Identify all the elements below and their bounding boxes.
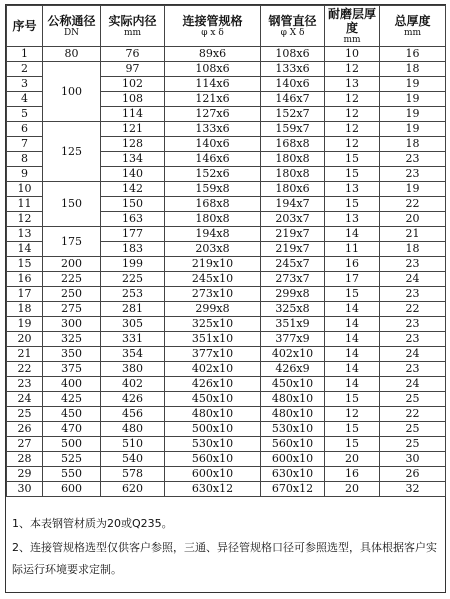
cell-inner-diameter: 134 (101, 152, 165, 167)
table-row (7, 422, 446, 437)
cell-inner-diameter: 253 (101, 287, 165, 302)
cell-connector-spec: 219x10 (165, 257, 261, 272)
cell-index: 21 (7, 347, 43, 362)
cell-connector-spec: 140x6 (165, 137, 261, 152)
column-header (43, 6, 101, 47)
cell-inner-diameter: 380 (101, 362, 165, 377)
cell-wear-layer-thickness: 17 (325, 272, 380, 287)
cell-index: 22 (7, 362, 43, 377)
cell-total-thickness: 23 (380, 287, 446, 302)
cell-inner-diameter: 97 (101, 62, 165, 77)
table-row (7, 467, 446, 482)
cell-steel-pipe-diameter: 450x10 (261, 377, 325, 392)
cell-index: 15 (7, 257, 43, 272)
cell-wear-layer-thickness: 20 (325, 452, 380, 467)
cell-index: 6 (7, 122, 43, 137)
note-selection: 2、连接管规格选型仅供客户参照，三通、异径管规格口径可参照选型，具体根据客户实际运行环境要求定制。 (12, 541, 437, 576)
cell-index: 5 (7, 107, 43, 122)
cell-inner-diameter: 402 (101, 377, 165, 392)
cell-connector-spec: 450x10 (165, 392, 261, 407)
cell-wear-layer-thickness: 12 (325, 107, 380, 122)
cell-total-thickness: 25 (380, 422, 446, 437)
cell-inner-diameter: 121 (101, 122, 165, 137)
table-row (7, 227, 446, 242)
cell-inner-diameter: 150 (101, 197, 165, 212)
cell-connector-spec: 377x10 (165, 347, 261, 362)
cell-inner-diameter: 305 (101, 317, 165, 332)
cell-steel-pipe-diameter: 133x6 (261, 62, 325, 77)
cell-total-thickness: 24 (380, 272, 446, 287)
cell-nominal-diameter: 80 (43, 47, 101, 62)
cell-connector-spec: 203x8 (165, 242, 261, 257)
cell-index: 13 (7, 227, 43, 242)
table-row (7, 362, 446, 377)
cell-index: 7 (7, 137, 43, 152)
cell-inner-diameter: 163 (101, 212, 165, 227)
column-header-label: 钢管直径 (268, 13, 317, 28)
table-row (7, 437, 446, 452)
column-header-unit: mm (343, 34, 361, 45)
cell-index: 16 (7, 272, 43, 287)
cell-steel-pipe-diameter: 245x7 (261, 257, 325, 272)
cell-nominal-diameter: 325 (43, 332, 101, 347)
cell-index: 17 (7, 287, 43, 302)
cell-steel-pipe-diameter: 299x8 (261, 287, 325, 302)
cell-connector-spec: 180x8 (165, 212, 261, 227)
cell-total-thickness: 18 (380, 242, 446, 257)
cell-inner-diameter: 510 (101, 437, 165, 452)
cell-index: 19 (7, 317, 43, 332)
cell-total-thickness: 22 (380, 407, 446, 422)
cell-steel-pipe-diameter: 168x8 (261, 137, 325, 152)
cell-wear-layer-thickness: 12 (325, 137, 380, 152)
column-header-label: 连接管规格 (182, 13, 243, 28)
cell-inner-diameter: 128 (101, 137, 165, 152)
cell-index: 23 (7, 377, 43, 392)
cell-inner-diameter: 331 (101, 332, 165, 347)
table-row (7, 392, 446, 407)
cell-index: 20 (7, 332, 43, 347)
cell-steel-pipe-diameter: 180x8 (261, 167, 325, 182)
column-header-label: 实际内径 (108, 13, 157, 28)
cell-total-thickness: 23 (380, 332, 446, 347)
cell-wear-layer-thickness: 12 (325, 62, 380, 77)
cell-inner-diameter: 108 (101, 92, 165, 107)
cell-wear-layer-thickness: 12 (325, 122, 380, 137)
cell-total-thickness: 32 (380, 482, 446, 497)
cell-nominal-diameter: 500 (43, 437, 101, 452)
cell-connector-spec: 273x10 (165, 287, 261, 302)
cell-total-thickness: 22 (380, 302, 446, 317)
cell-steel-pipe-diameter: 480x10 (261, 407, 325, 422)
cell-connector-spec: 630x12 (165, 482, 261, 497)
table-row (7, 122, 446, 137)
column-header (101, 6, 165, 47)
cell-wear-layer-thickness: 15 (325, 422, 380, 437)
cell-nominal-diameter: 150 (43, 182, 101, 227)
cell-connector-spec: 426x10 (165, 377, 261, 392)
cell-wear-layer-thickness: 15 (325, 152, 380, 167)
cell-steel-pipe-diameter: 600x10 (261, 452, 325, 467)
cell-wear-layer-thickness: 11 (325, 242, 380, 257)
cell-steel-pipe-diameter: 351x9 (261, 317, 325, 332)
cell-inner-diameter: 426 (101, 392, 165, 407)
cell-connector-spec: 500x10 (165, 422, 261, 437)
cell-total-thickness: 30 (380, 452, 446, 467)
cell-connector-spec: 127x6 (165, 107, 261, 122)
table-row (7, 287, 446, 302)
column-header (7, 6, 43, 47)
cell-index: 11 (7, 197, 43, 212)
cell-total-thickness: 18 (380, 62, 446, 77)
column-header-label: 总厚度 (394, 13, 431, 28)
cell-index: 9 (7, 167, 43, 182)
cell-nominal-diameter: 100 (43, 62, 101, 122)
cell-nominal-diameter: 425 (43, 392, 101, 407)
note-material: 1、本表钢管材质为20或Q235。 (12, 517, 173, 530)
cell-total-thickness: 19 (380, 182, 446, 197)
cell-wear-layer-thickness: 13 (325, 77, 380, 92)
cell-steel-pipe-diameter: 377x9 (261, 332, 325, 347)
cell-inner-diameter: 183 (101, 242, 165, 257)
cell-index: 8 (7, 152, 43, 167)
cell-inner-diameter: 540 (101, 452, 165, 467)
column-header (380, 6, 446, 47)
cell-nominal-diameter: 125 (43, 122, 101, 182)
cell-connector-spec: 108x6 (165, 62, 261, 77)
cell-index: 14 (7, 242, 43, 257)
cell-connector-spec: 325x10 (165, 317, 261, 332)
cell-nominal-diameter: 525 (43, 452, 101, 467)
cell-total-thickness: 23 (380, 167, 446, 182)
column-header-label: 公称通径 (47, 13, 96, 28)
cell-total-thickness: 21 (380, 227, 446, 242)
cell-nominal-diameter: 600 (43, 482, 101, 497)
pipe-spec-table (6, 5, 446, 497)
column-header-label: 耐磨层厚度 (327, 6, 376, 35)
cell-nominal-diameter: 550 (43, 467, 101, 482)
table-row (7, 257, 446, 272)
cell-inner-diameter: 114 (101, 107, 165, 122)
cell-inner-diameter: 102 (101, 77, 165, 92)
cell-wear-layer-thickness: 15 (325, 197, 380, 212)
cell-nominal-diameter: 225 (43, 272, 101, 287)
cell-nominal-diameter: 350 (43, 347, 101, 362)
cell-index: 2 (7, 62, 43, 77)
cell-connector-spec: 168x8 (165, 197, 261, 212)
column-header-unit: φ X δ (280, 27, 305, 38)
cell-total-thickness: 25 (380, 437, 446, 452)
column-header-unit: φ x δ (201, 27, 224, 38)
table-row (7, 347, 446, 362)
table-row (7, 317, 446, 332)
cell-steel-pipe-diameter: 146x7 (261, 92, 325, 107)
cell-nominal-diameter: 400 (43, 377, 101, 392)
cell-connector-spec: 194x8 (165, 227, 261, 242)
cell-steel-pipe-diameter: 480x10 (261, 392, 325, 407)
table-row (7, 482, 446, 497)
cell-index: 27 (7, 437, 43, 452)
cell-inner-diameter: 76 (101, 47, 165, 62)
cell-total-thickness: 25 (380, 392, 446, 407)
cell-index: 24 (7, 392, 43, 407)
cell-steel-pipe-diameter: 273x7 (261, 272, 325, 287)
cell-nominal-diameter: 175 (43, 227, 101, 257)
cell-connector-spec: 299x8 (165, 302, 261, 317)
cell-nominal-diameter: 375 (43, 362, 101, 377)
cell-connector-spec: 351x10 (165, 332, 261, 347)
cell-inner-diameter: 578 (101, 467, 165, 482)
column-header-label: 序号 (12, 19, 37, 33)
cell-inner-diameter: 620 (101, 482, 165, 497)
cell-wear-layer-thickness: 14 (325, 362, 380, 377)
cell-inner-diameter: 225 (101, 272, 165, 287)
cell-wear-layer-thickness: 14 (325, 317, 380, 332)
cell-steel-pipe-diameter: 630x10 (261, 467, 325, 482)
cell-total-thickness: 26 (380, 467, 446, 482)
cell-steel-pipe-diameter: 108x6 (261, 47, 325, 62)
cell-total-thickness: 23 (380, 257, 446, 272)
notes-section (6, 513, 445, 581)
cell-index: 26 (7, 422, 43, 437)
cell-steel-pipe-diameter: 152x7 (261, 107, 325, 122)
cell-wear-layer-thickness: 15 (325, 287, 380, 302)
cell-wear-layer-thickness: 14 (325, 347, 380, 362)
cell-index: 18 (7, 302, 43, 317)
cell-total-thickness: 19 (380, 122, 446, 137)
cell-steel-pipe-diameter: 530x10 (261, 422, 325, 437)
table-row (7, 332, 446, 347)
cell-total-thickness: 24 (380, 347, 446, 362)
cell-connector-spec: 402x10 (165, 362, 261, 377)
cell-inner-diameter: 354 (101, 347, 165, 362)
cell-wear-layer-thickness: 16 (325, 467, 380, 482)
spec-sheet (5, 4, 446, 593)
cell-wear-layer-thickness: 10 (325, 47, 380, 62)
cell-inner-diameter: 177 (101, 227, 165, 242)
cell-nominal-diameter: 200 (43, 257, 101, 272)
cell-index: 10 (7, 182, 43, 197)
table-row (7, 377, 446, 392)
cell-steel-pipe-diameter: 560x10 (261, 437, 325, 452)
table-row (7, 302, 446, 317)
cell-connector-spec: 121x6 (165, 92, 261, 107)
cell-inner-diameter: 281 (101, 302, 165, 317)
cell-total-thickness: 16 (380, 47, 446, 62)
cell-inner-diameter: 456 (101, 407, 165, 422)
cell-total-thickness: 19 (380, 107, 446, 122)
cell-wear-layer-thickness: 14 (325, 227, 380, 242)
table-row (7, 47, 446, 62)
cell-total-thickness: 24 (380, 377, 446, 392)
cell-total-thickness: 20 (380, 212, 446, 227)
cell-wear-layer-thickness: 12 (325, 407, 380, 422)
table-row (7, 182, 446, 197)
cell-index: 25 (7, 407, 43, 422)
table-row (7, 407, 446, 422)
column-header-unit: mm (123, 27, 142, 38)
cell-wear-layer-thickness: 14 (325, 377, 380, 392)
cell-index: 3 (7, 77, 43, 92)
cell-nominal-diameter: 250 (43, 287, 101, 302)
cell-steel-pipe-diameter: 180x6 (261, 182, 325, 197)
cell-wear-layer-thickness: 16 (325, 257, 380, 272)
column-header-unit: mm (403, 27, 422, 38)
cell-steel-pipe-diameter: 670x12 (261, 482, 325, 497)
cell-steel-pipe-diameter: 159x7 (261, 122, 325, 137)
cell-connector-spec: 152x6 (165, 167, 261, 182)
column-header (325, 6, 380, 47)
cell-connector-spec: 600x10 (165, 467, 261, 482)
cell-wear-layer-thickness: 15 (325, 167, 380, 182)
cell-total-thickness: 19 (380, 77, 446, 92)
cell-index: 30 (7, 482, 43, 497)
column-header (261, 6, 325, 47)
cell-wear-layer-thickness: 14 (325, 332, 380, 347)
column-header-unit: DN (63, 27, 80, 38)
cell-steel-pipe-diameter: 140x6 (261, 77, 325, 92)
cell-index: 1 (7, 47, 43, 62)
cell-steel-pipe-diameter: 180x8 (261, 152, 325, 167)
column-header (165, 6, 261, 47)
cell-steel-pipe-diameter: 426x9 (261, 362, 325, 377)
cell-steel-pipe-diameter: 325x8 (261, 302, 325, 317)
cell-index: 28 (7, 452, 43, 467)
cell-total-thickness: 23 (380, 152, 446, 167)
cell-connector-spec: 560x10 (165, 452, 261, 467)
table-row (7, 272, 446, 287)
cell-steel-pipe-diameter: 402x10 (261, 347, 325, 362)
cell-wear-layer-thickness: 14 (325, 302, 380, 317)
cell-inner-diameter: 140 (101, 167, 165, 182)
cell-connector-spec: 133x6 (165, 122, 261, 137)
table-header-row (7, 6, 446, 47)
cell-nominal-diameter: 450 (43, 407, 101, 422)
cell-nominal-diameter: 470 (43, 422, 101, 437)
cell-total-thickness: 22 (380, 197, 446, 212)
cell-connector-spec: 146x6 (165, 152, 261, 167)
cell-steel-pipe-diameter: 203x7 (261, 212, 325, 227)
cell-wear-layer-thickness: 15 (325, 392, 380, 407)
cell-inner-diameter: 199 (101, 257, 165, 272)
cell-index: 12 (7, 212, 43, 227)
cell-steel-pipe-diameter: 194x7 (261, 197, 325, 212)
table-body (7, 47, 446, 497)
cell-nominal-diameter: 275 (43, 302, 101, 317)
cell-inner-diameter: 142 (101, 182, 165, 197)
cell-index: 4 (7, 92, 43, 107)
cell-index: 29 (7, 467, 43, 482)
cell-steel-pipe-diameter: 219x7 (261, 227, 325, 242)
table-row (7, 452, 446, 467)
cell-connector-spec: 480x10 (165, 407, 261, 422)
cell-inner-diameter: 480 (101, 422, 165, 437)
cell-connector-spec: 89x6 (165, 47, 261, 62)
cell-total-thickness: 23 (380, 317, 446, 332)
table-row (7, 62, 446, 77)
cell-wear-layer-thickness: 20 (325, 482, 380, 497)
cell-total-thickness: 18 (380, 137, 446, 152)
cell-nominal-diameter: 300 (43, 317, 101, 332)
cell-wear-layer-thickness: 13 (325, 182, 380, 197)
cell-total-thickness: 23 (380, 362, 446, 377)
cell-wear-layer-thickness: 13 (325, 212, 380, 227)
cell-connector-spec: 245x10 (165, 272, 261, 287)
cell-wear-layer-thickness: 12 (325, 92, 380, 107)
cell-connector-spec: 530x10 (165, 437, 261, 452)
cell-connector-spec: 114x6 (165, 77, 261, 92)
cell-connector-spec: 159x8 (165, 182, 261, 197)
cell-total-thickness: 19 (380, 92, 446, 107)
cell-steel-pipe-diameter: 219x7 (261, 242, 325, 257)
cell-wear-layer-thickness: 15 (325, 437, 380, 452)
